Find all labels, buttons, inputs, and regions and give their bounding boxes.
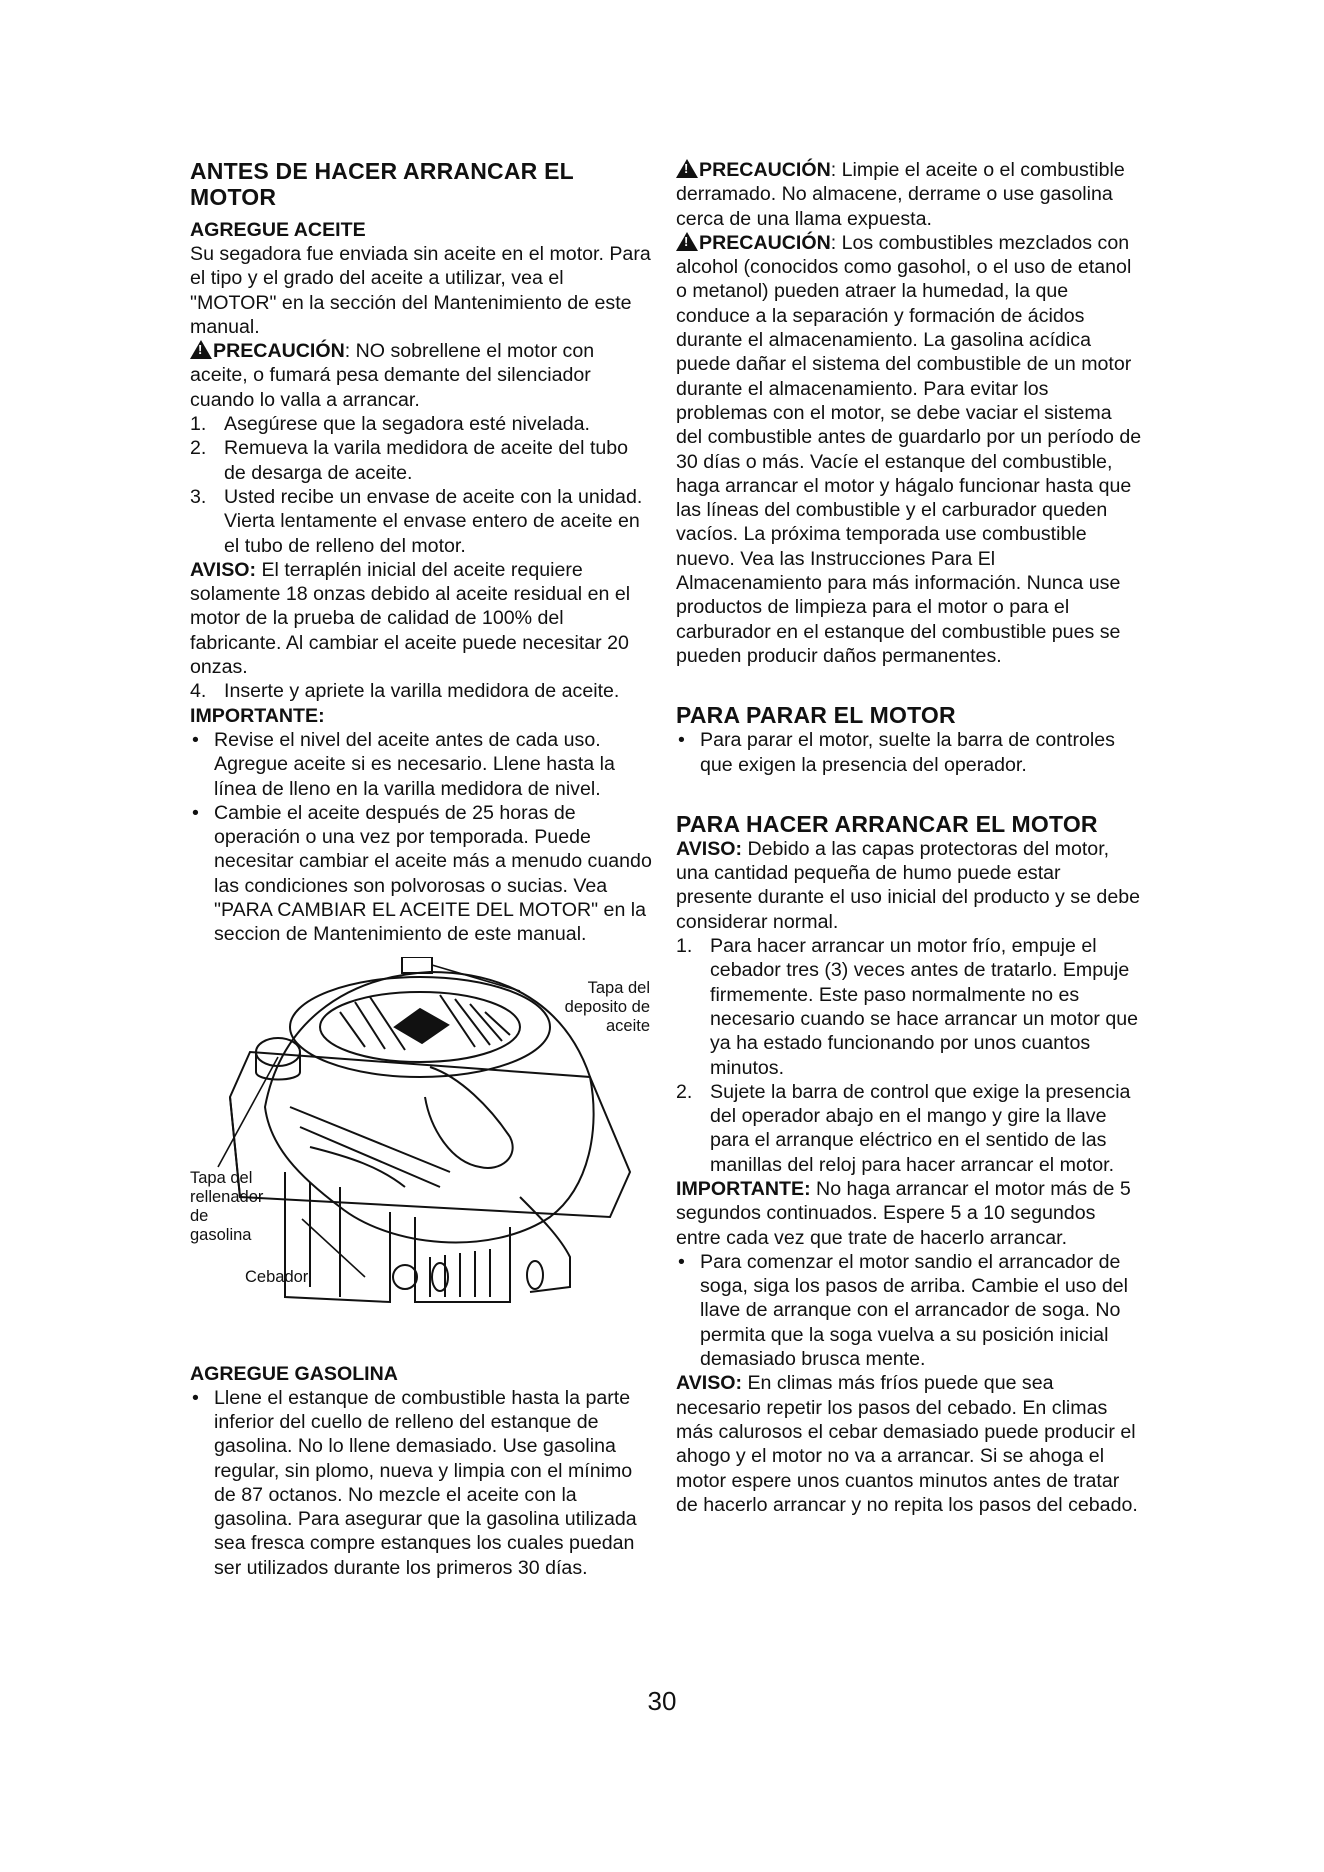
important-label: IMPORTANTE: <box>190 704 325 727</box>
section-title-stop-engine: PARA PARAR EL MOTOR <box>676 702 956 729</box>
important-start: IMPORTANTE: No haga arrancar el motor más de 5 segundos continuados. Espere 5 a 10 segundos entre cada vez que trate de hacerlo arrancar. <box>676 1177 1131 1249</box>
list-item: 1. Asegúrese que la segadora esté nivelada. <box>190 413 591 436</box>
caution-spill: !PRECAUCIÓN: Limpie el aceite o el combustible derramado. No almacene, derrame o use gasolina cerca de una llama expuesta. <box>676 158 1142 231</box>
right-column <box>676 158 1142 1517</box>
oil-steps-list-b <box>190 679 652 703</box>
label-oil-cap: Tapa del deposito de aceite <box>564 978 650 1035</box>
start-steps-list <box>676 934 1142 1177</box>
engine-illustration <box>190 957 652 1362</box>
heading-add-fuel: AGREGUE GASOLINA <box>190 1362 398 1385</box>
list-item: 2. Sujete la barra de control que exige la presencia del operador abajo en el mango y gire la llave para el arranque eléctrico en el sentido de las manillas del reloj para hacer arrancar el motor. <box>676 1080 1131 1176</box>
start-bullets <box>676 1250 1142 1371</box>
list-item: 1. Para hacer arrancar un motor frío, empuje el cebador tres (3) veces antes de tratarlo. Empuje firmemente. Este paso normalmente no es necesario cuando se hace arrancar un motor que ya ha estado funcionando por unos cuantos minutos. <box>676 935 1139 1079</box>
list-item: • Llene el estanque de combustible hasta la parte inferior del cuello de relleno del estanque de gasolina. No lo llene demasiado. Use gasolina regular, sin plomo, nueva y limpia con el mínimo de 87 octanos. No mezcle el aceite con la gasolina. Para asegurar que la gasolina utilizada sea fresca compre estanques los cuales puedan ser utilizados durante los primeros 30 días. <box>192 1386 637 1579</box>
caution-alcohol-fuel: !PRECAUCIÓN: Los combustibles mezclados con alcohol (conocidos como gasohol, o el uso de etanol o metanol) pueden atraer la humedad, la que conduce a la separación y formación de ácidos durante el almacenamiento. La gasolina acídica puede dañar el sistema del combustible de un motor durante el almacenamiento. Para evitar los problemas con el motor, se debe vaciar el sistema del combustible antes de guardarlo por un período de 30 días o más. Vacíe el estanque del combustible, haga arrancar el motor y hágalo funcionar hasta que las líneas del combustible y el carburador queden vacíos. La próxima temporada use combustible nuevo. Vea las Instrucciones Para El Almacenamiento para más información. Nunca use productos de limpieza para el motor o para el carburador en el estanque del combustible pues se pueden producir daños permanentes. <box>676 231 1142 668</box>
list-item: 3. Usted recibe un envase de aceite con la unidad. Vierta lentamente el envase entero de aceite en el tubo de relleno del motor. <box>190 485 643 557</box>
aviso-smoke: AVISO: Debido a las capas protectoras del motor, una cantidad pequeña de humo puede estar presente durante el uso inicial del producto y se debe considerar normal. <box>676 837 1141 933</box>
list-item: 4. Inserte y apriete la varilla medidora de aceite. <box>190 680 620 703</box>
label-fuel-cap: Tapa del rellenador de gasolina <box>190 1168 264 1244</box>
section-title-start-engine: PARA HACER ARRANCAR EL MOTOR <box>676 810 1098 837</box>
heading-add-oil: AGREGUE ACEITE <box>190 219 366 241</box>
oil-steps-list-a <box>190 412 652 558</box>
add-oil-intro: Su segadora fue enviada sin aceite en el motor. Para el tipo y el grado del aceite a utilizar, vea el "MOTOR" en la sección del Mantenimiento de este manual. <box>190 243 651 338</box>
aviso-cold-climate: AVISO: En climas más fríos puede que sea necesario repetir los pasos del cebado. En climas más calurosos el cebar demasiado puede producir el ahogo y el motor no va a arrancar. Si se ahoga el motor espere unos cuantos minutos antes de tratar de hacerlo arrancar y no repita los pasos del cebado. <box>676 1372 1138 1516</box>
label-primer: Cebador <box>245 1267 309 1286</box>
important-bullets <box>190 728 652 947</box>
add-fuel-bullets <box>190 1386 652 1580</box>
warning-triangle-icon <box>676 159 698 178</box>
page-number: 30 <box>647 1686 677 1716</box>
list-item: • Revise el nivel del aceite antes de cada uso. Agregue aceite si es necesario. Llene hasta la línea de lleno en la varilla medidora de nivel. <box>192 728 615 800</box>
aviso-oil-fill: AVISO: El terraplén inicial del aceite requiere solamente 18 onzas debido al aceite residual en el motor de la prueba de calidad de 100% del fabricante. Al cambiar el aceite puede necesitar 20 onzas. <box>190 558 631 679</box>
warning-triangle-icon <box>676 232 698 251</box>
list-item: • Para comenzar el motor sandio el arrancador de soga, siga los pasos de arriba. Cambie el uso del llave de arranque con el arrancador de soga. No permita que la soga vuelva a su posición inicial demasiado brusca mente. <box>678 1250 1129 1371</box>
list-item: • Para parar el motor, suelte la barra de controles que exigen la presencia del operador. <box>678 729 1115 776</box>
left-column <box>190 158 652 1580</box>
list-item: • Cambie el aceite después de 25 horas de operación o una vez por temporada. Puede necesitar cambiar el aceite más a menudo cuando las condiciones son polvorosas o sucias. Vea "PARA CAMBIAR EL ACEITE DEL MOTOR" en la seccion de Mantenimiento de este manual. <box>192 801 652 946</box>
warning-triangle-icon <box>190 340 212 359</box>
stop-engine-bullets <box>676 728 1142 777</box>
section-title-before-starting: ANTES DE HACER ARRANCAR EL MOTOR <box>190 158 574 210</box>
list-item: 2. Remueva la varila medidora de aceite del tubo de desarga de aceite. <box>190 437 629 484</box>
caution-overfill: !PRECAUCIÓN: NO sobrellene el motor con aceite, o fumará pesa demante del silenciador cuando lo valla a arrancar. <box>190 339 652 412</box>
